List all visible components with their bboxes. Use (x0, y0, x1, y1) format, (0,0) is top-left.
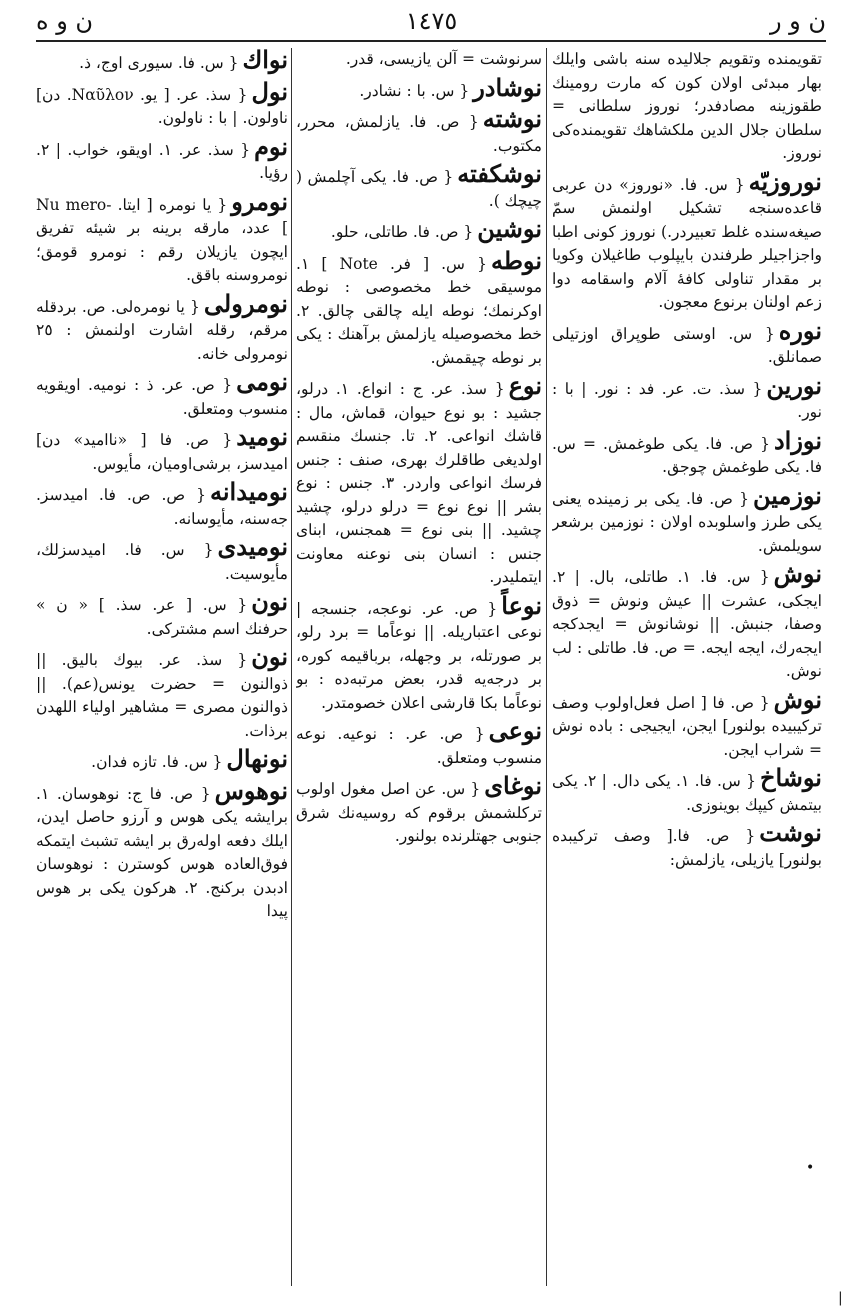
entry-headword: نوهوس (214, 775, 288, 805)
entry-definition: { س. فا. «نوروز» دن عربی قاعده‌سنجه تشکیل اولنمش سمّ صیغه‌سنده غلط تعبیردر.) نوروز کونی اطبا واجزاجیلر طرفندن بایپلوب طاغیلان وکویا بر مقدار تناولی کافهٔ آلام واسقامه دوا زعم اولنان برنوع معجون. (552, 175, 822, 311)
entry-headword: نوغای (484, 771, 542, 800)
page-header (36, 6, 826, 36)
dictionary-entry (296, 48, 542, 72)
dictionary-entry (552, 315, 822, 370)
edge-mark: | (838, 1290, 843, 1306)
dictionary-entry (36, 587, 288, 641)
entry-definition: { سذ. ت. عر. فد : نور. | با : نور. (552, 379, 822, 421)
dictionary-entry (296, 72, 542, 104)
entry-definition: { س. [ عر. سذ. ] « ن » حرفنك اسم مشترکی. (36, 596, 288, 638)
dictionary-entry (296, 771, 542, 849)
entry-definition: { سذ. عر. بیوك بالیق. || ذوالنون = حضرت یونس(عم). || ذوالنون مصری = مشاهیر اولیاء اللهدن برذات. (36, 651, 288, 740)
entry-headword: نوش (773, 684, 822, 714)
dictionary-entry (36, 532, 288, 586)
column-middle (296, 48, 542, 1288)
dictionary-entry (36, 367, 288, 421)
entry-headword: نومیدی (217, 532, 288, 561)
dictionary-entry (36, 131, 288, 186)
entry-headword: نوشادر (473, 72, 542, 102)
dictionary-entry (36, 744, 288, 775)
dictionary-entry (552, 480, 822, 559)
dictionary-entry (36, 642, 288, 743)
entry-headword: نون (251, 587, 288, 616)
entry-headword: نوشته (482, 104, 542, 133)
entry-definition: { ص. فا. یازلمش، محرر، مکتوب. (296, 113, 542, 155)
entry-definition: { سذ. عر. [ یو. Ναῦλον. دن] ناولون. | با : ناولون. (36, 85, 288, 127)
entry-definition: تقویمنده وتقویم جلالیده سنه باشی وایلك بهار مبدئی اولان کون که مارت رومینك طقوزینه مصادفدر؛ نوروز سلطانی = سلطان جلال الدین ملکشاهك تقویمنده‌کی نوروز. (552, 50, 822, 162)
entry-definition: { س. عن اصل مغول اولوب ترکلشمش برقوم که روسیه‌نك شرق جنوبی جهتلرنده بولنور. (296, 780, 542, 845)
dictionary-entry (552, 559, 822, 684)
entry-headword: نومی (236, 367, 288, 396)
dictionary-entry (552, 48, 822, 166)
entry-definition: { یا نومره‌لی. ص. بردقله مرقم، رقله اشارت اولنمش : ٢٥ نومرولی خانه. (36, 297, 288, 363)
dictionary-entry (552, 763, 822, 817)
entry-headword: نوعاً (501, 590, 542, 620)
dictionary-entry (296, 245, 542, 371)
entry-definition: { س. اوستی طوپراق اوزتیلی صمانلق. (552, 324, 822, 366)
entry-definition: { ص. فا. یکی آچلمش ( چیچك ). (296, 168, 542, 210)
entry-headword: نول (251, 76, 288, 106)
entry-definition: { ص. فا.[ وصف ترکیبده بولنور] یازیلی، یازلمش: (552, 827, 822, 869)
entry-headword: نوش (773, 559, 822, 588)
entry-definition: { ص. عر. ذ : نومیه. اویقویه منسوب ومتعلق. (36, 376, 288, 418)
entry-definition: { س. فا. امیدسزلك، مأیوسیت. (36, 541, 288, 583)
dictionary-entry (36, 477, 288, 531)
entry-definition: { س. فا. ١. طاتلی، بال. | ٢. ایجکی، عشرت || عیش ونوش = ذوق وصفا، جنبش. || نوشانوش = ایجدکجه ایجه‌رك، ایجه ایجه. = ص. فا. طاتلی : لب نوش. (552, 568, 822, 680)
entry-headword: نونهال (226, 744, 288, 773)
entry-definition: { ص. عر. : نوعیه. نوعه منسوب ومتعلق. (296, 725, 542, 767)
dictionary-entry (296, 716, 542, 770)
entry-headword: نوشکفته (457, 159, 542, 188)
dictionary-entry (296, 104, 542, 158)
entry-headword: نوروزیّه (748, 166, 822, 196)
column-left (36, 48, 288, 1288)
dictionary-entry (296, 371, 542, 590)
dictionary-entry (296, 159, 542, 213)
entry-definition: { سذ. عر. ١. اویقو، خواب. | ٢. رؤیا. (36, 140, 288, 182)
dictionary-entry (552, 818, 822, 872)
column-right (552, 48, 822, 1288)
dictionary-entry (36, 186, 288, 288)
margin-dot: • (806, 1160, 815, 1176)
header-letters-left: ن و ه (36, 7, 94, 35)
entry-headword: نوشاخ (759, 763, 822, 792)
page-number: ١٤٧٥ (405, 7, 458, 35)
dictionary-entry (36, 775, 288, 924)
entry-headword: نومرولی (203, 288, 288, 318)
entry-headword: نوشین (477, 214, 542, 243)
entry-definition: { ص. فا [ «ناامید» دن] امیدسز، برشی‌اومیان، مأیوس. (36, 431, 288, 473)
dictionary-entry (296, 214, 542, 245)
entry-headword: نوع (508, 371, 542, 400)
entry-definition: { سذ. عر. ج : انواع. ١. درلو، جشید : بو نوع حیوان، قماش، مال : قاشك انواعی. ٢. تا. جنسك منقسم اولدیغی طاقلرك بهری، صنف : جنس فرسك انواعی واردر. ٣. جنس : نوع بشر || نوع نوع = درلو درلو، چشید چشید. || بنی نوع = همجنس، ابنای جنس : انسان بنی نوعنه معاونت ایتملیدر. (296, 380, 542, 586)
column-divider-1 (546, 48, 547, 1286)
entry-definition: { ص. عر. نوعجه، جنسجه | نوعی اعتباریله. || نوعاًما = برد رلو، بر صورتله، بر وجهله، برباقیمه کوره، بر درجه‌یه قدر، بعض مرتبه‌ده : بو نوعاًما بکا قارشی اعلان خصومتدر. (296, 599, 542, 712)
entry-definition: { س. فا. ١. یکی دال. | ٢. یکی بیتمش کیپك بوینوزی. (552, 772, 822, 814)
entry-headword: نوطه (490, 245, 542, 275)
entry-definition: { ص. فا [ اصل فعل‌اولوب وصف ترکیبیده بولنور] ایجن، ایجیجی : باده نوش = شراب ایجن. (552, 693, 822, 759)
entry-headword: نوم (254, 131, 288, 161)
column-divider-2 (291, 48, 292, 1286)
entry-definition: { ص. فا ج: نوهوسان. ١. برایشه یکی هوس و آرزو حاصل ایدن، ایلك دفعه اوله‌رق بر ایشه تشبث ایتمکه فوق‌العاده هوس کوسترن : نوهوسان ادبدن برکنج. ٢. هرکون یکی بر هوس پیدا (36, 784, 288, 920)
entry-headword: نومید (236, 422, 288, 451)
entry-definition: { ص. فا. یکی بر زمینده یعنی یکی طرز واسلوبده اولان : نوزمین برشعر سویلمش. (552, 489, 822, 555)
entry-definition: { س. [ فر. Note ] ١. موسیقی خط مخصوصی : نوطه اوکرنمك؛ نوطه ایله چالقی چالق. ٢. خط مخصوصیله یازلمش برآهنك : یکی بر نوطه چیقمش. (296, 254, 542, 367)
entry-definition: { ص. فا. یکی طوغمش. = س. فا. یکی طوغمش چوجق. (552, 434, 822, 476)
dictionary-entry (552, 425, 822, 480)
entry-headword: نواك (242, 48, 288, 74)
entry-headword: نوعی (488, 716, 542, 745)
entry-definition: سرنوشت = آلن یازیسی، قدر. (345, 50, 542, 68)
dictionary-entry (552, 166, 822, 315)
entry-definition: { س. فا. سیوری اوج، ذ. (79, 54, 239, 72)
entry-headword: نوره (778, 315, 822, 345)
dictionary-entry (36, 48, 288, 76)
dictionary-entry (552, 370, 822, 425)
entry-definition: { ص. ص. فا. امیدسز. جه‌سنه، مأیوسانه. (36, 486, 288, 528)
dictionary-entry (36, 288, 288, 367)
entry-headword: نومیدانه (210, 477, 288, 506)
dictionary-entry (296, 590, 542, 716)
entry-headword: نوزمین (752, 480, 822, 510)
entry-definition: { س. فا. تازه فدان. (91, 753, 223, 771)
dictionary-entry (552, 684, 822, 763)
dictionary-entry (36, 76, 288, 131)
entry-definition: { ص. فا. طاتلی، حلو. (330, 223, 474, 241)
entry-headword: نوشت (759, 818, 822, 847)
header-letters-right: ن و ر (769, 7, 826, 35)
dictionary-entry (36, 422, 288, 476)
entry-headword: نون (251, 642, 288, 671)
entry-headword: نومرو (231, 186, 288, 216)
entry-headword: نوزاد (773, 425, 822, 455)
entry-definition: { س. با : نشادر. (359, 81, 470, 100)
entry-definition: { یا نومره [ ایتا. -Nu mero ] عدد، مارقه برینه بر شیئه تفریق ایچون یازیلان رقم : نومرو قومق؛ نومروسنه باقق. (36, 195, 288, 284)
entry-headword: نورین (766, 370, 822, 400)
header-rule (36, 40, 826, 42)
